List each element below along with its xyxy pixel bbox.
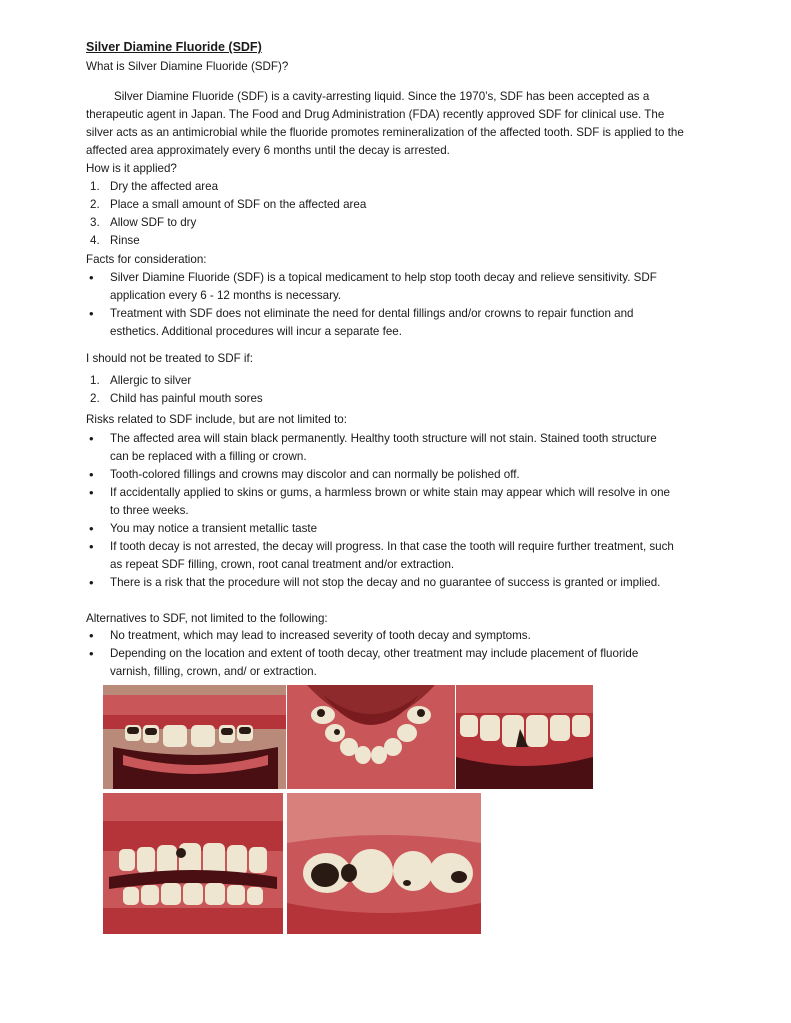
list-item: • Treatment with SDF does not eliminate the need for dental fillings and/or crowns to repair function and esthetics. Additional procedures will incur a separate fee. [89,306,634,338]
list-item: 1. Dry the affected area [90,180,219,193]
list-item: • If accidentally applied to skins or gums, a harmless brown or white stain may appear which will resolve in one to three weeks. [89,485,670,517]
application-steps [86,178,676,250]
list-item: • Silver Diamine Fluoride (SDF) is a topical medicament to help stop tooth decay and relieve sensitivity. SDF application every 6 - 12 months is necessary. [89,270,657,302]
application-heading: How is it applied? [86,162,177,175]
list-item: • You may notice a transient metallic taste [89,521,318,536]
list-item: • There is a risk that the procedure will not stop the decay and no guarantee of success is granted or implied. [89,575,661,590]
list-item: • Depending on the location and extent of tooth decay, other treatment may include placement of fluoride varnish, filling, crown, and/ or extraction. [89,646,639,678]
list-item: • No treatment, which may lead to increased severity of tooth decay and symptoms. [89,628,531,643]
photo-molars-stained [287,793,481,934]
alternatives-list [86,627,676,681]
list-item: 3. Allow SDF to dry [90,216,197,229]
list-item: 1. Allergic to silver [90,374,192,387]
photo-upper-arch [287,685,455,789]
list-item: 2. Place a small amount of SDF on the affected area [90,198,367,211]
list-item: 2. Child has painful mouth sores [90,392,263,405]
facts-heading: Facts for consideration: [86,253,207,266]
list-item: • If tooth decay is not arrested, the decay will progress. In that case the tooth will require further treatment, such as repeat SDF filling, crown, root canal treatment and/or extraction. [89,539,674,571]
list-item: 4. Rinse [90,234,140,247]
contraindications-list [86,372,676,408]
alternatives-heading: Alternatives to SDF, not limited to the following: [86,612,328,625]
intro-paragraph: Silver Diamine Fluoride (SDF) is a cavity-arresting liquid. Since the 1970’s, SDF has been accepted as a therapeutic agent in Japan. The Food and Drug Administration (FDA) recently approved SDF for clinical use. The silver acts as an antimicrobial while the fluoride promotes remineralization of the affected tooth. SDF is applied to the affected area approximately every 6 months until the decay is arrested. [86,90,684,157]
photo-incisor-stain [456,685,593,789]
risks-list [86,430,676,592]
photo-child-smile [103,793,283,934]
photo-front-teeth-stained [103,685,286,789]
page-subtitle: What is Silver Diamine Fluoride (SDF)? [86,60,289,73]
list-item: • Tooth-colored fillings and crowns may discolor and can normally be polished off. [89,467,520,482]
risks-heading: Risks related to SDF include, but are not limited to: [86,413,347,426]
list-item: • The affected area will stain black permanently. Healthy tooth structure will not stain. Stained tooth structure can be replaced with a filling or crown. [89,431,657,463]
page-title: Silver Diamine Fluoride (SDF) [86,40,262,54]
facts-list [86,269,676,341]
contraindications-heading: I should not be treated to SDF if: [86,352,253,365]
